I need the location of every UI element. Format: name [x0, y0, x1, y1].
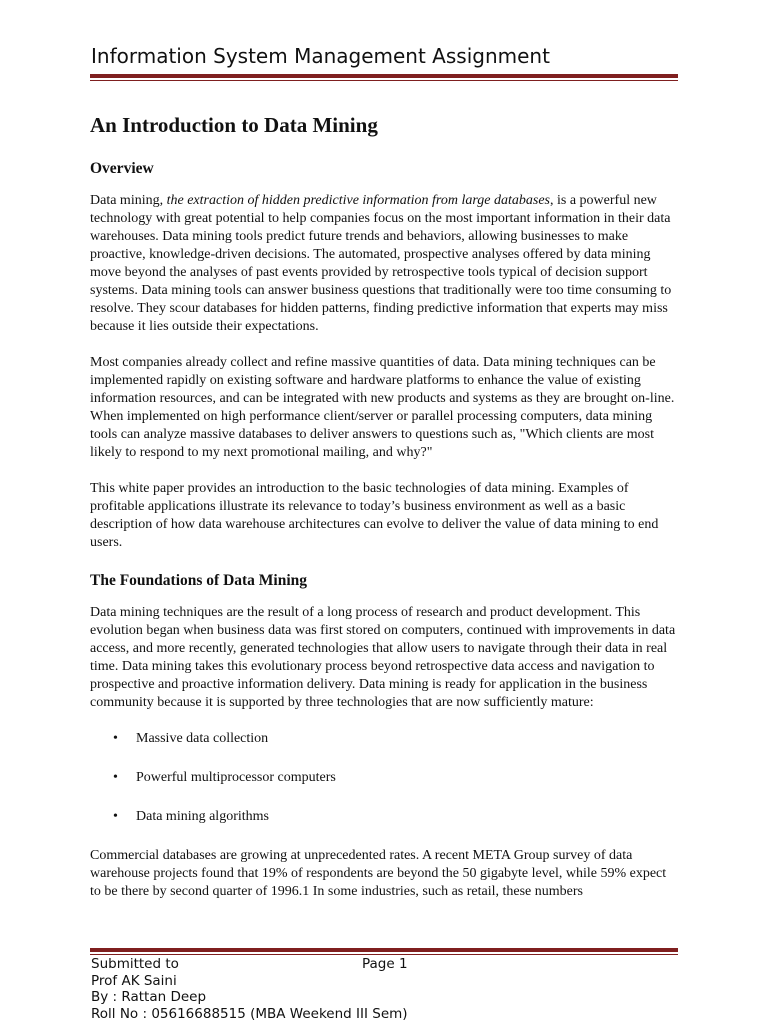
article-title: An Introduction to Data Mining — [90, 113, 378, 137]
page-footer — [91, 956, 691, 1022]
list-item — [90, 808, 680, 826]
page-number: Page 1 — [362, 956, 408, 972]
paragraph-companies: Most companies already collect and refine massive quantities of data. Data mining techniques can be implemented rapidly on existing software and hardware platforms to enhance the value of existing information resources, and can be integrated with new products and systems as they are brought on-line. When implemented on high performance client/server or parallel processing computers, data mining tools can analyze massive databases to deliver answers to questions such as, "Which clients are most likely to respond to my next promotional mailing, and why?" — [90, 355, 675, 460]
foundations-heading: The Foundations of Data Mining — [90, 572, 308, 589]
author-line: By : Rattan Deep — [91, 989, 207, 1005]
paragraph-commercial: Commercial databases are growing at unprecedented rates. A recent META Group survey of data warehouse projects found that 19% of respondents are beyond the 50 gigabyte level, while 59% expect to be there by second quarter of 1996.1 In some industries, such as retail, these numbers — [90, 848, 667, 899]
document-body — [90, 110, 680, 919]
footer-rule — [90, 948, 678, 955]
list-item-label: Massive data collection — [136, 731, 269, 746]
bullet-icon: • — [113, 770, 118, 785]
technologies-list — [90, 730, 680, 826]
paragraph-foundations: Data mining techniques are the result of a long process of research and product development. This evolution began when business data was first stored on computers, continued with improvements in data access, and more recently, generated technologies that allow users to navigate through their data in real time. Data mining takes this evolutionary process beyond retrospective data access and navigation to prospective and proactive information delivery. Data mining is ready for application in the business community because it is supported by three technologies that are now sufficiently mature: — [90, 605, 676, 710]
bullet-icon: • — [113, 731, 118, 746]
page-header-title: Information System Management Assignment — [91, 44, 550, 68]
professor-name: Prof AK Saini — [91, 972, 177, 989]
bullet-icon: • — [113, 809, 118, 824]
submitted-to-label: Submitted to — [91, 956, 179, 972]
paragraph-overview — [90, 192, 680, 336]
paragraph-white-paper: This white paper provides an introduction to the basic technologies of data mining. Examples of profitable applications illustrate its relevance to today’s business environment as well as a basic description of how data warehouse architectures can evolve to deliver the value of data mining to end users. — [90, 481, 659, 550]
paragraph-overview-rest: , is a powerful new technology with great potential to help companies focus on the most important information in their data warehouses. Data mining tools predict future trends and behaviors, allowing businesses to make proactive, knowledge-driven decisions. The automated, prospective analyses offered by data mining move beyond the analyses of past events provided by retrospective tools typical of decision support systems. Data mining tools can answer business questions that traditionally were too time consuming to resolve. They scour databases for hidden patterns, finding predictive information that experts may miss because it lies outside their expectations. — [90, 193, 672, 334]
roll-number: Roll No : 05616688515 (MBA Weekend III Sem) — [91, 1005, 408, 1022]
definition-italic: the extraction of hidden predictive information from large databases — [166, 193, 550, 208]
header-rule — [90, 74, 678, 81]
paragraph-overview-start: Data mining, — [90, 193, 167, 208]
list-item-label: Data mining algorithms — [136, 809, 269, 824]
list-item — [90, 730, 680, 748]
list-item — [90, 769, 680, 787]
overview-heading: Overview — [90, 160, 154, 177]
list-item-label: Powerful multiprocessor computers — [136, 770, 336, 785]
